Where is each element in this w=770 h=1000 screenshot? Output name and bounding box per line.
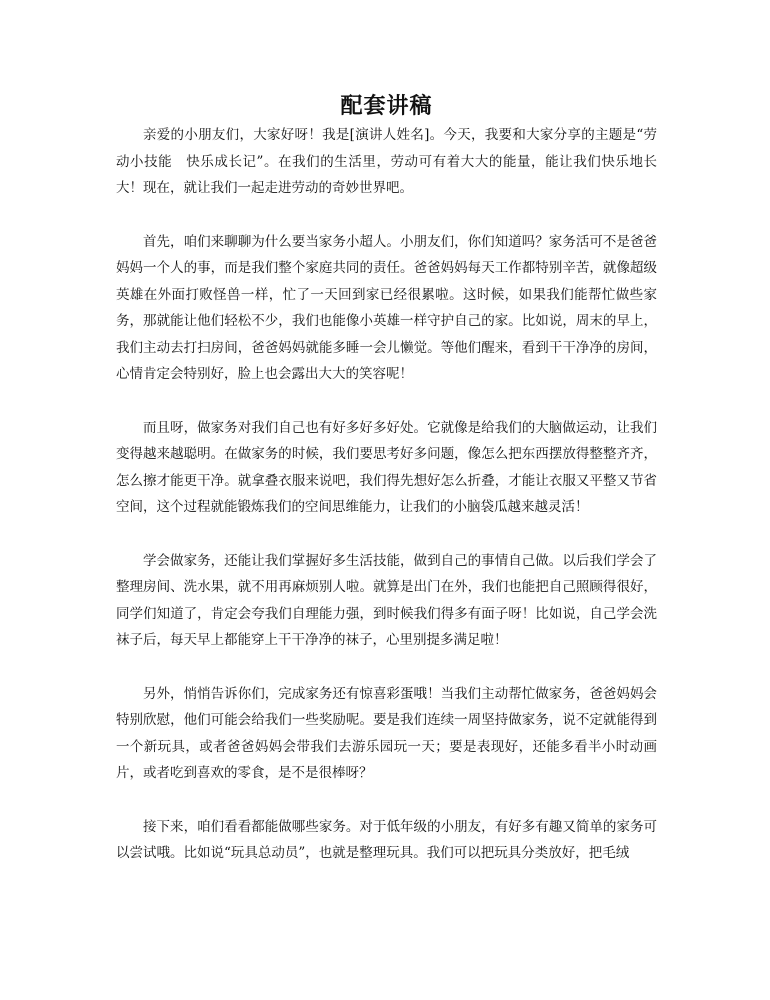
paragraph-what-to-do: 接下来，咱们看看都能做哪些家务。对于低年级的小朋友，有好多有趣又简单的家务可以尝试哦。比如说“玩具总动员”，也就是整理玩具。我们可以把玩具分类放好，把毛绒 <box>116 818 657 861</box>
paragraph-intro: 亲爱的小朋友们，大家好呀！我是[演讲人姓名]。今天，我要和大家分享的主题是“劳动小技能 快乐成长记”。在我们的生活里，劳动可有着大大的能量，能让我们快乐地长大！现在，就让我们一起走进劳动的奇妙世界吧。 <box>116 127 657 196</box>
document-title: 配套讲稿 <box>340 93 433 119</box>
paragraph-benefits-brain: 而且呀，做家务对我们自己也有好多好多好处。它就像是给我们的大脑做运动，让我们变得越来越聪明。在做家务的时候，我们要思考好多问题，像怎么把东西摆放得整整齐齐，怎么擦才能更干净。就拿叠衣服来说吧，我们得先想好怎么折叠，才能让衣服又平整又节省空间，这个过程就能锻炼我们的空间思维能力，让我们的小脑袋瓜越来越灵活！ <box>116 419 657 515</box>
paragraph-rewards: 另外，悄悄告诉你们，完成家务还有惊喜彩蛋哦！当我们主动帮忙做家务，爸爸妈妈会特别欣慰，他们可能会给我们一些奖励呢。要是我们连续一周坚持做家务，说不定就能得到一个新玩具，或者爸爸妈妈会带我们去游乐园玩一天；要是表现好，还能多看半小时动画片，或者吃到喜欢的零食，是不是很棒呀？ <box>116 685 657 781</box>
paragraph-why-housework: 首先，咱们来聊聊为什么要当家务小超人。小朋友们，你们知道吗？家务活可不是爸爸妈妈一个人的事，而是我们整个家庭共同的责任。爸爸妈妈每天工作都特别辛苦，就像超级英雄在外面打败怪兽一样，忙了一天回到家已经很累啦。这时候，如果我们能帮忙做些家务，那就能让他们轻松不少，我们也能像小英雄一样守护自己的家。比如说，周末的早上，我们主动去打扫房间，爸爸妈妈就能多睡一会儿懒觉。等他们醒来，看到干干净净的房间，心情肯定会特别好，脸上也会露出大大的笑容呢！ <box>116 233 657 382</box>
paragraph-life-skills: 学会做家务，还能让我们掌握好多生活技能，做到自己的事情自己做。以后我们学会了整理房间、洗水果，就不用再麻烦别人啦。就算是出门在外，我们也能把自己照顾得很好，同学们知道了，肯定会夸我们自理能力强，到时候我们得多有面子呀！比如说，自己学会洗袜子后，每天早上都能穿上干干净净的袜子，心里别提多满足啦！ <box>116 552 657 648</box>
